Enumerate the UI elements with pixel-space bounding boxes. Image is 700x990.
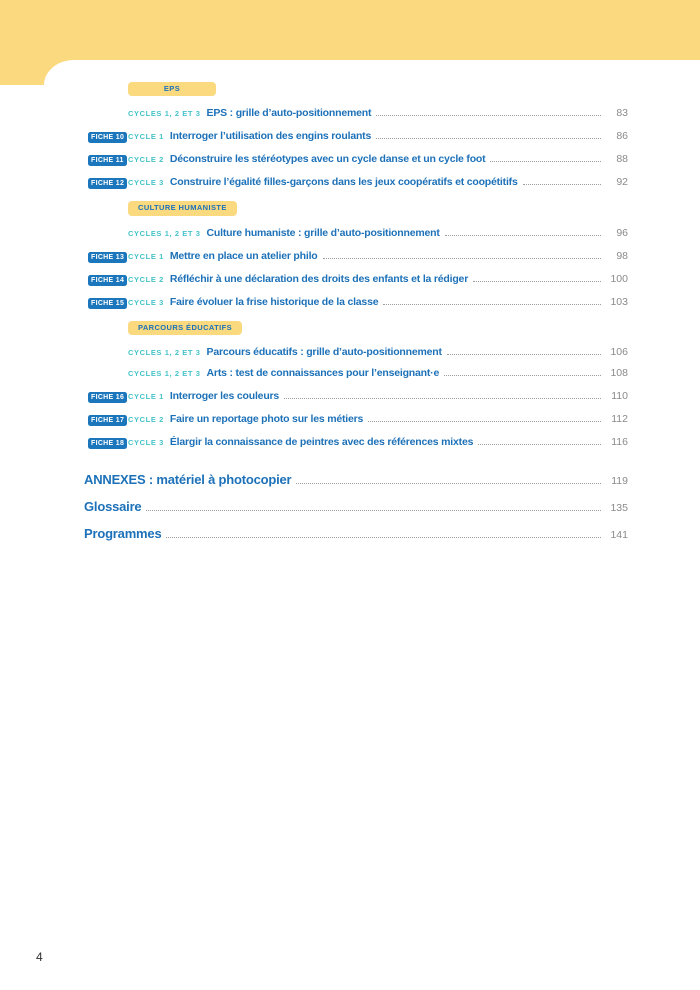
entry-title: Mettre en place un atelier philo [169, 249, 318, 262]
entry-page-number: 98 [616, 249, 628, 262]
fiche-slot [88, 384, 128, 405]
dotted-leader [296, 482, 601, 484]
entry-title: Réfléchir à une déclaration des droits des enfants et la rédiger [169, 272, 469, 285]
toc-row [88, 384, 628, 407]
fiche-badge: FICHE 10 [88, 132, 127, 143]
fiche-slot [88, 290, 128, 311]
dotted-leader [376, 114, 601, 116]
toc-row [88, 244, 628, 267]
entry-title: Programmes [84, 525, 162, 541]
dotted-leader [444, 374, 601, 376]
cycle-label: CYCLE 2 [128, 155, 164, 165]
dotted-leader [523, 183, 601, 185]
toc-row [88, 124, 628, 147]
entry-title: Interroger l’utilisation des engins roulants [169, 130, 372, 143]
entry-page-number: 141 [610, 528, 628, 541]
toc-row [88, 170, 628, 193]
cycle-label: CYCLES 1, 2 ET 3 [128, 347, 201, 357]
toc-row [88, 103, 628, 124]
toc-row [88, 363, 628, 384]
entry-page-number: 96 [616, 226, 628, 239]
fiche-badge: FICHE 12 [88, 178, 127, 189]
toc-row [88, 407, 628, 430]
cycle-label: CYCLE 2 [128, 274, 164, 284]
dotted-leader [478, 443, 601, 445]
cycle-label: CYCLE 1 [128, 391, 164, 401]
entry-page-number: 88 [616, 153, 628, 166]
fiche-slot [88, 170, 128, 191]
toc-row [88, 342, 628, 363]
entry-page-number: 106 [610, 345, 628, 358]
cycle-label: CYCLE 1 [128, 132, 164, 142]
entry-title: EPS : grille d’auto-positionnement [206, 107, 372, 120]
cycle-label: CYCLES 1, 2 ET 3 [128, 368, 201, 378]
toc-row-annexes [84, 467, 628, 494]
section-badge: PARCOURS ÉDUCATIFS [128, 321, 242, 335]
entry-page-number: 86 [616, 130, 628, 143]
dotted-leader [445, 234, 601, 236]
toc-section-parcours-educatifs [88, 317, 628, 453]
toc-row [88, 430, 628, 453]
fiche-slot [88, 244, 128, 265]
cycle-label: CYCLES 1, 2 ET 3 [128, 109, 201, 119]
toc-row [88, 290, 628, 313]
entry-page-number: 108 [610, 366, 628, 379]
entry-title: Arts : test de connaissances pour l’enseignant·e [206, 366, 440, 379]
toc-row [88, 147, 628, 170]
entry-title: ANNEXES : matériel à photocopier [84, 471, 292, 487]
entry-page-number: 100 [610, 272, 628, 285]
toc-row [88, 267, 628, 290]
fiche-badge: FICHE 16 [88, 392, 127, 403]
dotted-leader [368, 420, 601, 422]
fiche-slot [88, 430, 128, 451]
toc-row-glossaire [84, 494, 628, 521]
header-yellow-band [0, 0, 700, 60]
dotted-leader [323, 257, 601, 259]
entry-page-number: 110 [611, 389, 628, 402]
dotted-leader [166, 536, 601, 538]
toc-back-matter [84, 467, 628, 548]
section-badge: CULTURE HUMANISTE [128, 201, 237, 215]
fiche-badge: FICHE 13 [88, 252, 127, 263]
cycle-label: CYCLES 1, 2 ET 3 [128, 228, 201, 238]
entry-page-number: 112 [611, 412, 628, 425]
fiche-badge: FICHE 17 [88, 415, 127, 426]
table-of-contents [84, 78, 628, 548]
entry-page-number: 135 [610, 501, 628, 514]
entry-page-number: 92 [616, 176, 628, 189]
cycle-label: CYCLE 2 [128, 414, 164, 424]
toc-row-programmes [84, 521, 628, 548]
dotted-leader [284, 397, 601, 399]
entry-title: Culture humaniste : grille d’auto-positionnement [206, 226, 440, 239]
toc-row [88, 223, 628, 244]
entry-title: Construire l’égalité filles-garçons dans les jeux coopératifs et coopétitifs [169, 176, 518, 189]
entry-page-number: 103 [610, 295, 628, 308]
toc-section-eps [88, 78, 628, 193]
dotted-leader [376, 137, 601, 139]
section-badge: EPS [128, 82, 216, 96]
dotted-leader [473, 280, 601, 282]
fiche-slot [88, 124, 128, 145]
fiche-slot [88, 267, 128, 288]
entry-title: Interroger les couleurs [169, 389, 280, 402]
fiche-badge: FICHE 18 [88, 438, 127, 449]
entry-page-number: 116 [611, 435, 628, 448]
dotted-leader [383, 303, 601, 305]
fiche-badge: FICHE 11 [88, 155, 127, 166]
entry-title: Faire un reportage photo sur les métiers [169, 412, 364, 425]
fiche-slot [88, 407, 128, 428]
dotted-leader [490, 160, 601, 162]
cycle-label: CYCLE 1 [128, 251, 164, 261]
fiche-slot [88, 147, 128, 168]
entry-title: Parcours éducatifs : grille d’auto-positionnement [206, 345, 442, 358]
fiche-badge: FICHE 14 [88, 275, 127, 286]
entry-title: Faire évoluer la frise historique de la classe [169, 295, 379, 308]
dotted-leader [146, 509, 601, 511]
cycle-label: CYCLE 3 [128, 297, 164, 307]
cycle-label: CYCLE 3 [128, 178, 164, 188]
entry-title: Déconstruire les stéréotypes avec un cycle danse et un cycle foot [169, 153, 486, 166]
toc-section-culture-humaniste [88, 197, 628, 312]
dotted-leader [447, 353, 601, 355]
entry-title: Glossaire [84, 498, 142, 514]
folio-page-number: 4 [36, 950, 43, 964]
entry-title: Élargir la connaissance de peintres avec des références mixtes [169, 435, 474, 448]
cycle-label: CYCLE 3 [128, 437, 164, 447]
fiche-badge: FICHE 15 [88, 298, 127, 309]
entry-page-number: 119 [611, 474, 628, 487]
entry-page-number: 83 [616, 107, 628, 120]
